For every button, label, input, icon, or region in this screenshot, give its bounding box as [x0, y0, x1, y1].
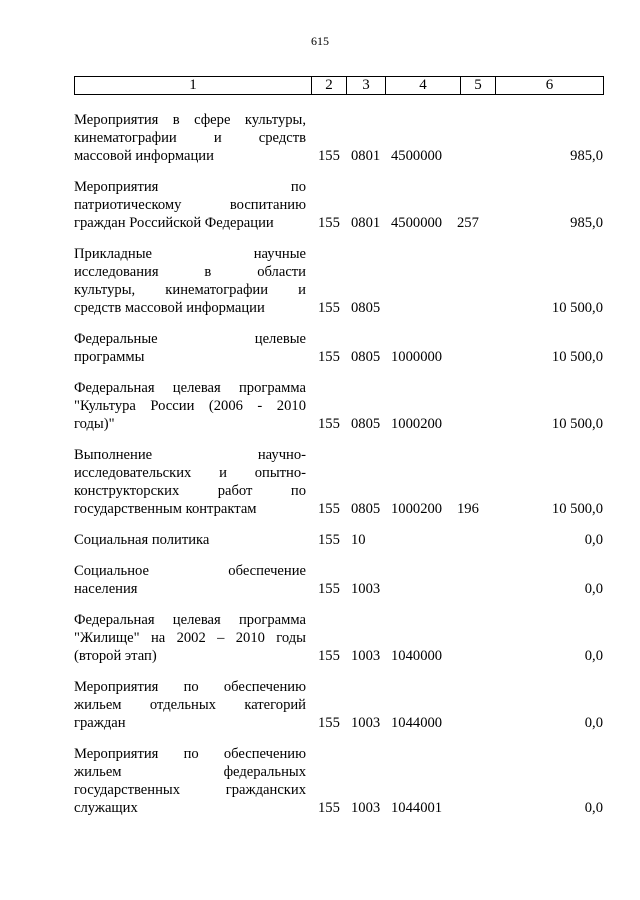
- target-article-code: 4500000: [391, 215, 443, 231]
- description-line: "Культура России (2006 - 2010: [74, 398, 306, 414]
- table-row: [74, 178, 603, 232]
- description-line: кинематографии и средств: [74, 130, 306, 146]
- expense-type-code: 257: [457, 215, 479, 231]
- target-article-code: 4500000: [391, 148, 443, 164]
- description-line: Мероприятия по обеспечению: [74, 679, 306, 695]
- row-description: [74, 562, 306, 598]
- description-line: конструкторских работ по: [74, 483, 306, 499]
- description-line: средств массовой информации: [74, 300, 265, 316]
- description-line: Социальное обеспечение: [74, 563, 306, 579]
- description-line: Выполнение научно-: [74, 447, 306, 463]
- row-description: [74, 330, 306, 366]
- table-row: [74, 379, 603, 433]
- section-code: 0805: [351, 300, 381, 316]
- column-header-4: 4: [386, 77, 461, 95]
- row-description: [74, 178, 306, 232]
- amount: 985,0: [570, 215, 603, 231]
- section-code: 1003: [351, 648, 381, 664]
- row-description: [74, 745, 306, 817]
- description-line: патриотическому воспитанию: [74, 197, 306, 213]
- row-description: [74, 379, 306, 433]
- description-line: жильем федеральных: [74, 764, 306, 780]
- table-row: [74, 111, 603, 165]
- table-row: [74, 562, 603, 598]
- description-line: "Жилище" на 2002 – 2010 годы: [74, 630, 306, 646]
- target-article-code: 1040000: [391, 648, 443, 664]
- ministry-code: 155: [318, 215, 340, 231]
- row-description: [74, 611, 306, 665]
- target-article-code: 1044000: [391, 715, 443, 731]
- ministry-code: 155: [318, 532, 340, 548]
- section-code: 1003: [351, 715, 381, 731]
- section-code: 0805: [351, 416, 381, 432]
- column-header-1: 1: [75, 77, 312, 95]
- row-description: [74, 678, 306, 732]
- expense-type-code: 196: [457, 501, 479, 517]
- table-body: [74, 111, 603, 830]
- table-row: [74, 446, 603, 518]
- description-line: государственным контрактам: [74, 501, 257, 517]
- section-code: 0805: [351, 349, 381, 365]
- amount: 10 500,0: [551, 416, 603, 432]
- description-line: (второй этап): [74, 648, 157, 664]
- column-header-5: 5: [461, 77, 496, 95]
- description-line: Прикладные научные: [74, 246, 306, 262]
- section-code: 10: [351, 532, 366, 548]
- target-article-code: 1044001: [391, 800, 443, 816]
- amount: 985,0: [570, 148, 603, 164]
- ministry-code: 155: [318, 800, 340, 816]
- row-description: [74, 245, 306, 317]
- amount: 10 500,0: [551, 501, 603, 517]
- target-article-code: 1000000: [391, 349, 443, 365]
- ministry-code: 155: [318, 416, 340, 432]
- target-article-code: 1000200: [391, 416, 443, 432]
- ministry-code: 155: [318, 581, 340, 597]
- row-description: [74, 111, 306, 165]
- ministry-code: 155: [318, 715, 340, 731]
- description-line: населения: [74, 581, 138, 597]
- column-header-2: 2: [312, 77, 347, 95]
- column-header-3: 3: [347, 77, 386, 95]
- amount: 10 500,0: [551, 349, 603, 365]
- table-row: [74, 745, 603, 817]
- description-line: Мероприятия по обеспечению: [74, 746, 306, 762]
- section-code: 0801: [351, 215, 381, 231]
- column-header-table: [74, 76, 604, 95]
- amount: 10 500,0: [551, 300, 603, 316]
- description-line: жильем отдельных категорий: [74, 697, 306, 713]
- section-code: 0805: [351, 501, 381, 517]
- amount: 0,0: [584, 715, 603, 731]
- ministry-code: 155: [318, 148, 340, 164]
- description-line: Федеральная целевая программа: [74, 380, 306, 396]
- section-code: 0801: [351, 148, 381, 164]
- description-line: граждан Российской Федерации: [74, 215, 274, 231]
- row-description: [74, 446, 306, 518]
- amount: 0,0: [584, 532, 603, 548]
- target-article-code: 1000200: [391, 501, 443, 517]
- table-row: [74, 531, 603, 549]
- ministry-code: 155: [318, 648, 340, 664]
- description-line: Социальная политика: [74, 532, 210, 548]
- description-line: Мероприятия по: [74, 179, 306, 195]
- section-code: 1003: [351, 581, 381, 597]
- amount: 0,0: [584, 581, 603, 597]
- ministry-code: 155: [318, 501, 340, 517]
- table-row: [74, 245, 603, 317]
- description-line: Федеральная целевая программа: [74, 612, 306, 628]
- description-line: исследования в области: [74, 264, 306, 280]
- description-line: годы)": [74, 416, 115, 432]
- section-code: 1003: [351, 800, 381, 816]
- page-number: 615: [311, 34, 329, 48]
- amount: 0,0: [584, 648, 603, 664]
- ministry-code: 155: [318, 300, 340, 316]
- table-row: [74, 330, 603, 366]
- column-header-6: 6: [496, 77, 604, 95]
- description-line: культуры, кинематографии и: [74, 282, 306, 298]
- amount: 0,0: [584, 800, 603, 816]
- description-line: массовой информации: [74, 148, 214, 164]
- description-line: служащих: [74, 800, 138, 816]
- column-header-row: [75, 77, 604, 95]
- description-line: граждан: [74, 715, 126, 731]
- row-description: [74, 531, 306, 549]
- table-row: [74, 611, 603, 665]
- description-line: Федеральные целевые: [74, 331, 306, 347]
- description-line: государственных гражданских: [74, 782, 306, 798]
- table-row: [74, 678, 603, 732]
- description-line: программы: [74, 349, 145, 365]
- description-line: Мероприятия в сфере культуры,: [74, 112, 306, 128]
- description-line: исследовательских и опытно-: [74, 465, 306, 481]
- ministry-code: 155: [318, 349, 340, 365]
